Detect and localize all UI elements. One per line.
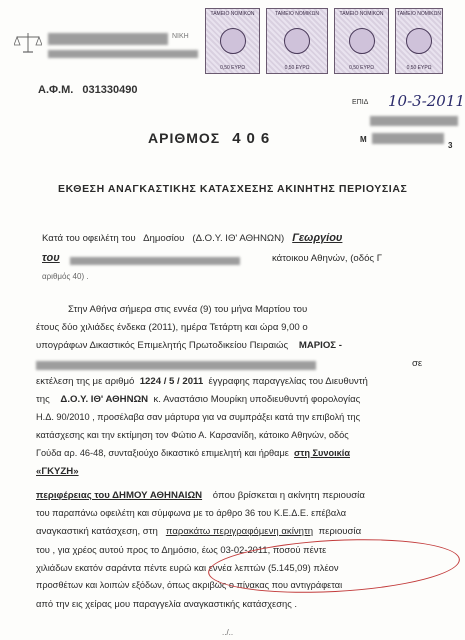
redacted-address <box>48 50 198 58</box>
body-line: εκτέλεση της με αριθμό 1224 / 5 / 2011 έγγραφης παραγγελίας του Διευθυντή <box>36 376 368 387</box>
revenue-stamp: ΤΑΜΕΙΟ ΝΟΜΙΚΩΝ 0,50 ΕΥΡΩ <box>205 8 260 74</box>
handwritten-date: 10-3-2011 <box>388 92 465 110</box>
body-line: του , για χρέος αυτού προς το Δημόσιο, έως 03-02-2011, ποσού πέντε <box>36 544 327 555</box>
document-number: ΑΡΙΘΜΟΣ 406 <box>148 130 276 147</box>
body-line: Στην Αθήνα σήμερα στις εννέα (9) του μήνα Μαρτίου του <box>68 304 308 315</box>
body-line: περιφέρειας του ΔΗΜΟΥ ΑΘΗΝΑΙΩΝ όπου βρίσκεται η ακίνητη περιουσία <box>36 490 365 501</box>
body-line: προσθέτων και λοιπών εξόδων, όπως ακριβώς ο πίνακας που αντιγράφεται <box>36 580 343 590</box>
body-line: χιλιάδων εκατόν σαράντα πέντε ευρώ και εννέα λεπτών (5.145,09) πλέον <box>36 562 339 573</box>
body-line: «ΓΚΥΖΗ» <box>36 466 79 477</box>
document-title: ΕΚΘΕΣΗ ΑΝΑΓΚΑΣΤΙΚΗΣ ΚΑΤΑΣΧΕΣΗΣ ΑΚΙΝΗΤΗΣ ΠΕΡΙΟΥΣΙΑΣ <box>58 183 408 195</box>
body-line: από την εις χείρας μου παραγγελία αναγκαστικής κατάσχεσης . <box>36 598 297 609</box>
m-label: Μ <box>360 135 367 144</box>
seal-icon <box>284 28 310 54</box>
page-number-right: 3 <box>448 141 453 150</box>
header-name-fragment: ΝΙΚΗ <box>172 33 189 40</box>
revenue-stamps <box>205 8 450 76</box>
revenue-stamp: ΤΑΜΕΙΟ ΝΟΜΙΚΩΝ 0,50 ΕΥΡΩ <box>334 8 389 74</box>
body-line: Γούδα αρ. 46-48, συνταξιούχο δικαστικό επιμελητή και ήρθαμε στη Συνοικία <box>36 448 350 458</box>
epid-label: ΕΠΙΔ <box>352 99 369 106</box>
page-continuation-mark: ../.. <box>222 628 234 637</box>
redacted-m-value <box>372 133 444 144</box>
body-line: του παραπάνω οφειλέτη και σύμφωνα με το άρθρο 36 του Κ.Ε.Δ.Ε. επέβαλα <box>36 508 347 518</box>
body-line: Η.Δ. 90/2010 , προσέλαβα σαν μάρτυρα για να συμπράξει κατά την επιβολή της <box>36 412 361 422</box>
redacted-name <box>48 33 168 45</box>
seal-icon <box>349 28 375 54</box>
redacted-debtor-name <box>70 257 240 265</box>
seal-icon <box>406 28 432 54</box>
intro-line-2: του <box>42 252 60 264</box>
vat-number: Α.Φ.Μ. 031330490 <box>38 84 138 96</box>
seal-icon <box>220 28 246 54</box>
revenue-stamp: ΤΑΜΕΙΟ ΝΟΜΙΚΩΝ 0,50 ΕΥΡΩ <box>266 8 328 74</box>
body-line: υπογράφων Δικαστικός Επιμελητής Πρωτοδικείου Πειραιώς ΜΑΡΙΟΣ - <box>36 340 342 351</box>
intro-line-1: Κατά του οφειλέτη του Δημοσίου (Δ.Ο.Υ. ΙΘ' ΑΘΗΝΩΝ) Γεωργίου <box>42 232 343 244</box>
redacted-bailiff-name <box>36 361 316 370</box>
body-line: της Δ.Ο.Υ. ΙΘ' ΑΘΗΝΩΝ κ. Αναστάσιο Μουρίκη υποδιευθυντή φορολογίας <box>36 394 361 405</box>
redacted-header-right <box>370 116 458 126</box>
body-line: κατάσχεσης και την εκτίμηση τον Φώτιο Α. Καρσανίδη, κάτοικο Αθηνών, οδός <box>36 430 349 440</box>
revenue-stamp: ΤΑΜΕΙΟ ΝΟΜΙΚΩΝ 0,50 ΕΥΡΩ <box>395 8 443 74</box>
body-line: έτους δύο χιλιάδες ένδεκα (2011), ημέρα Τετάρτη και ώρα 9,00 ο <box>36 322 308 333</box>
intro-line-3: αριθμός 40) . <box>42 272 89 281</box>
body-line: αναγκαστική κατάσχεση, στη παρακάτω περιγραφόμενη ακίνητη περιουσία <box>36 526 362 537</box>
intro-line-2-address: κάτοικου Αθηνών, (οδός Γ <box>272 253 383 264</box>
body-line: σε <box>412 358 423 369</box>
scale-of-justice-icon <box>14 30 42 56</box>
